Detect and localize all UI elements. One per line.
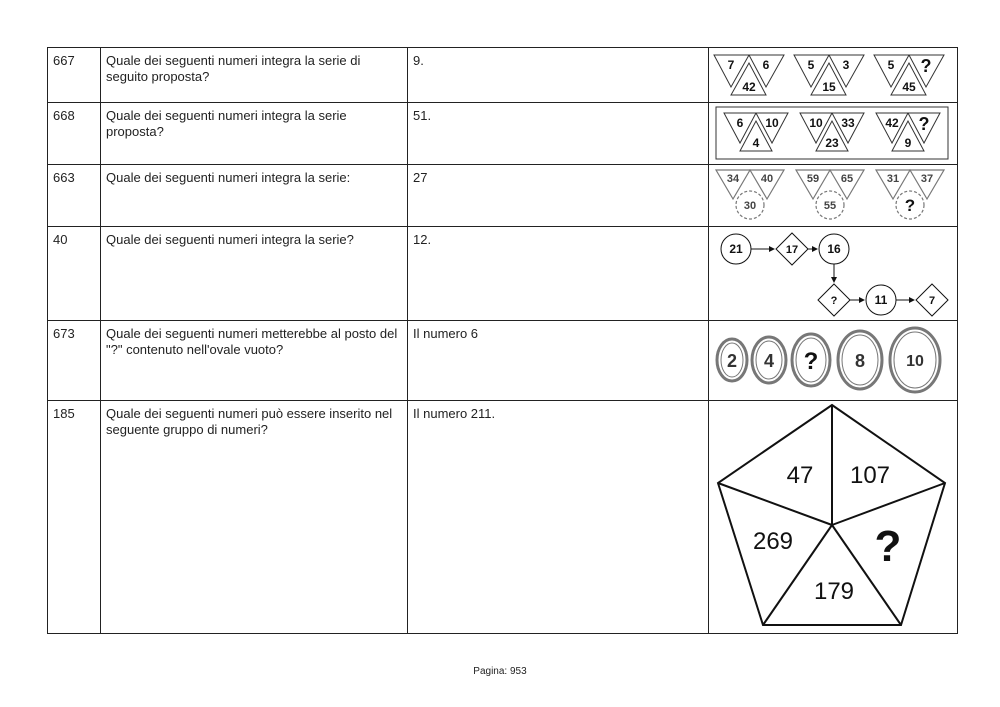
sector-number: 107	[849, 462, 891, 489]
question-id: 667	[48, 48, 101, 103]
flow-series-figure	[712, 229, 952, 317]
figure-cell	[709, 48, 958, 103]
triangle-bottom-number: 4	[752, 136, 760, 150]
triangle-bottom-number: 42	[742, 80, 756, 94]
triangle-left-number: 5	[887, 58, 895, 72]
oval-number: 4	[763, 351, 775, 371]
triangle-left-number: 34	[726, 173, 740, 185]
sector-number: 269	[752, 528, 794, 555]
question-id: 668	[48, 103, 101, 165]
table-row	[48, 227, 958, 321]
triangle-series-figure	[712, 105, 952, 161]
question-id: 40	[48, 227, 101, 321]
table-row	[48, 165, 958, 227]
flow-number: 17	[785, 244, 799, 256]
question-text: Quale dei seguenti numeri può essere inserito nel seguente gruppo di numeri?	[101, 401, 408, 634]
triangle-right-number: 65	[840, 173, 854, 185]
question-text: Quale dei seguenti numeri integra la serie proposta?	[101, 103, 408, 165]
triangle-left-number: 10	[809, 116, 823, 130]
table-row	[48, 48, 958, 103]
question-text: Quale dei seguenti numeri integra la serie di seguito proposta?	[101, 48, 408, 103]
circle-number: 55	[823, 200, 837, 212]
question-text: Quale dei seguenti numeri integra la serie:	[101, 165, 408, 227]
triangle-series-figure	[712, 50, 952, 98]
figure-cell	[709, 401, 958, 634]
figure-cell	[709, 227, 958, 321]
question-mark: ?	[920, 56, 932, 76]
circle-number: 30	[743, 200, 757, 212]
triangle-right-number: 37	[920, 173, 934, 185]
question-text: Quale dei seguenti numeri integra la serie?	[101, 227, 408, 321]
pentagon-figure	[712, 403, 952, 631]
triangle-right-number: 10	[765, 116, 779, 130]
questions-table	[47, 47, 958, 634]
table-row	[48, 103, 958, 165]
flow-number: 21	[729, 242, 743, 256]
triangle-right-number: 40	[760, 173, 774, 185]
triangle-bottom-number: 45	[902, 80, 916, 94]
question-mark: ?	[803, 348, 819, 375]
figure-cell	[709, 103, 958, 165]
flow-number: 16	[827, 242, 841, 256]
flow-number: 11	[874, 293, 888, 307]
triangle-right-number: 33	[841, 116, 855, 130]
triangle-left-number: 31	[886, 173, 900, 185]
question-mark: ?	[918, 114, 930, 134]
question-id: 673	[48, 321, 101, 401]
triangle-circle-series-figure	[712, 167, 952, 223]
triangle-left-number: 59	[806, 173, 820, 185]
figure-cell	[709, 165, 958, 227]
answer-text: 51.	[408, 103, 709, 165]
flow-number: 7	[928, 295, 936, 307]
triangle-left-number: 5	[807, 58, 815, 72]
question-text: Quale dei seguenti numeri metterebbe al posto del "?" contenuto nell'ovale vuoto?	[101, 321, 408, 401]
oval-number: 10	[906, 353, 924, 370]
triangle-right-number: 6	[762, 58, 770, 72]
question-id: 663	[48, 165, 101, 227]
triangle-left-number: 7	[727, 58, 735, 72]
answer-text: 9.	[408, 48, 709, 103]
triangle-bottom-number: 15	[822, 80, 836, 94]
table-row	[48, 401, 958, 634]
answer-text: 12.	[408, 227, 709, 321]
oval-number: 2	[726, 351, 738, 371]
question-mark: ?	[874, 522, 902, 571]
triangle-bottom-number: 23	[825, 136, 839, 150]
oval-number: 8	[854, 351, 866, 371]
table-row	[48, 321, 958, 401]
page-number: Pagina: 953	[473, 666, 527, 677]
question-id: 185	[48, 401, 101, 634]
question-mark: ?	[830, 295, 838, 307]
triangle-left-number: 6	[736, 116, 744, 130]
oval-series-figure	[712, 323, 952, 397]
triangle-right-number: 3	[842, 58, 850, 72]
sector-number: 47	[786, 462, 814, 489]
answer-text: 27	[408, 165, 709, 227]
question-mark: ?	[904, 196, 916, 215]
sector-number: 179	[813, 578, 855, 605]
triangle-bottom-number: 9	[904, 136, 912, 150]
figure-cell	[709, 321, 958, 401]
answer-text: Il numero 211.	[408, 401, 709, 634]
triangle-left-number: 42	[885, 116, 899, 130]
answer-text: Il numero 6	[408, 321, 709, 401]
